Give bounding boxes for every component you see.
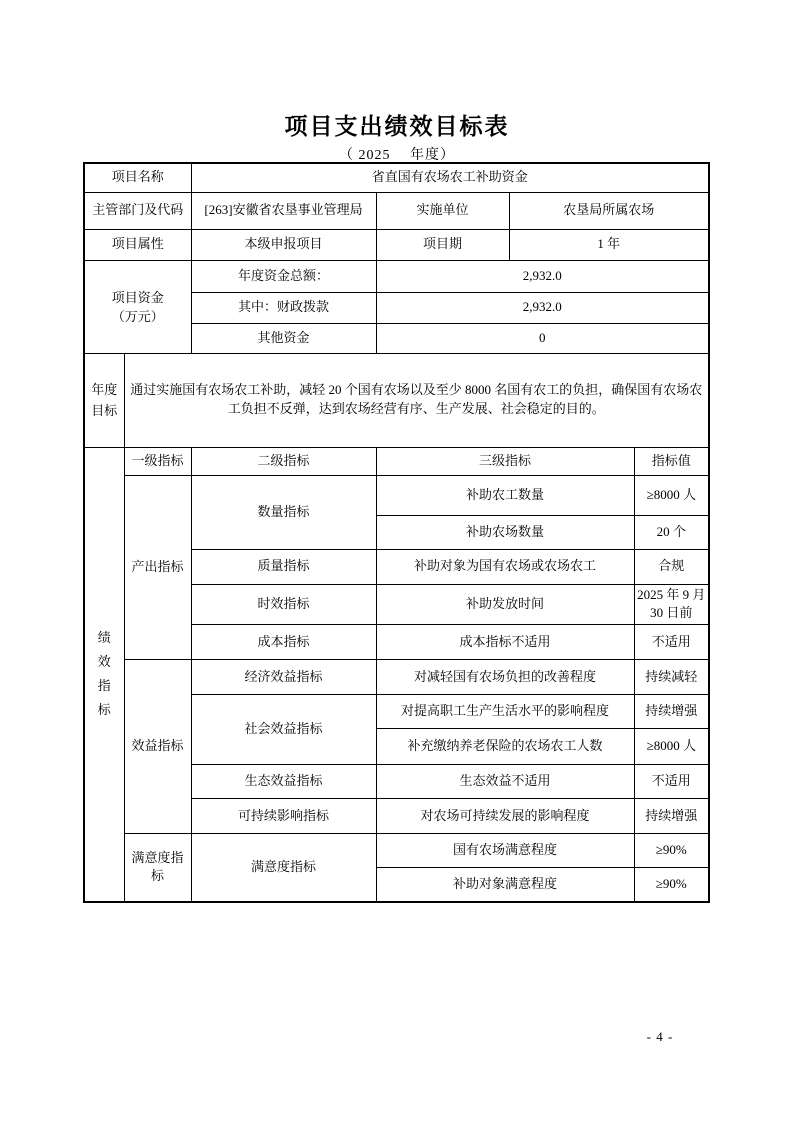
level2-sustainable: 可持续影响指标 [191, 799, 376, 834]
indicator-value: 持续增强 [634, 799, 709, 834]
period-value: 1 年 [509, 229, 709, 260]
table-row [84, 834, 709, 868]
level1-satisfaction: 满意度指标 [124, 834, 191, 902]
funding-fiscal-value: 2,932.0 [376, 292, 709, 323]
level2-quality: 质量指标 [191, 549, 376, 584]
level3-cell: 成本指标不适用 [376, 625, 634, 660]
level3-cell: 对减轻国有农场负担的改善程度 [376, 660, 634, 695]
indicators-side-label: 绩效指标 [84, 447, 124, 902]
level1-benefit: 效益指标 [124, 660, 191, 834]
level1-output: 产出指标 [124, 475, 191, 660]
page-number: - 4 - [646, 1029, 674, 1044]
level2-economic: 经济效益指标 [191, 660, 376, 695]
indicator-value: 合规 [634, 549, 709, 584]
indicator-value: ≥8000 人 [634, 729, 709, 765]
page-subtitle: （ 2025 年度） [339, 148, 455, 163]
level3-cell: 对提高职工生产生活水平的影响程度 [376, 695, 634, 729]
project-name-label: 项目名称 [84, 163, 191, 192]
table-row [84, 660, 709, 695]
level3-cell: 补助对象为国有农场或农场农工 [376, 549, 634, 584]
level3-cell: 补助对象满意程度 [376, 868, 634, 902]
annual-goal-label: 年度目标 [84, 353, 124, 447]
funding-total-value: 2,932.0 [376, 260, 709, 292]
indicator-value: ≥90% [634, 868, 709, 902]
funding-total-label: 年度资金总额： [191, 260, 376, 292]
level2-cost: 成本指标 [191, 625, 376, 660]
level3-cell: 补助农场数量 [376, 515, 634, 549]
period-label: 项目期 [376, 229, 509, 260]
indicator-value: 2025 年 9 月 30 日前 [634, 584, 709, 625]
header-level3: 三级指标 [376, 447, 634, 475]
funding-label-line2: （万元） [111, 308, 164, 324]
table-row [84, 192, 709, 229]
level3-cell: 补助发放时间 [376, 584, 634, 625]
level2-satisfaction: 满意度指标 [191, 834, 376, 902]
table-row [84, 260, 709, 292]
header-level2: 二级指标 [191, 447, 376, 475]
level2-social: 社会效益指标 [191, 695, 376, 765]
impl-label: 实施单位 [376, 192, 509, 229]
page-title: 项目支出绩效目标表 [284, 114, 510, 139]
level2-timeliness: 时效指标 [191, 584, 376, 625]
indicator-value: 不适用 [634, 765, 709, 799]
header-value: 指标值 [634, 447, 709, 475]
level3-cell: 补充缴纳养老保险的农场农工人数 [376, 729, 634, 765]
table-row [84, 475, 709, 515]
table-row [84, 353, 709, 447]
dept-label: 主管部门及代码 [84, 192, 191, 229]
performance-target-table [83, 162, 710, 903]
indicator-value: 持续减轻 [634, 660, 709, 695]
level3-cell: 生态效益不适用 [376, 765, 634, 799]
attr-label: 项目属性 [84, 229, 191, 260]
funding-label [84, 260, 191, 353]
funding-other-value: 0 [376, 323, 709, 353]
indicator-value: 20 个 [634, 515, 709, 549]
annual-goal-text: 通过实施国有农场农工补助，减轻 20 个国有农场以及至少 8000 名国有农工的负担，确保国有农场农工负担不反弹，达到农场经营有序、生产发展、社会稳定的目的。 [124, 353, 709, 447]
table-row [84, 447, 709, 475]
indicator-value: 持续增强 [634, 695, 709, 729]
table-row [84, 229, 709, 260]
impl-value: 农垦局所属农场 [509, 192, 709, 229]
header-level1: 一级指标 [124, 447, 191, 475]
attr-value: 本级申报项目 [191, 229, 376, 260]
level3-cell: 对农场可持续发展的影响程度 [376, 799, 634, 834]
funding-other-label: 其他资金 [191, 323, 376, 353]
project-name-value: 省直国有农场农工补助资金 [191, 163, 709, 192]
funding-fiscal-label: 其中：财政拨款 [191, 292, 376, 323]
funding-label-line1: 项目资金 [111, 289, 164, 305]
dept-value: [263]安徽省农垦事业管理局 [191, 192, 376, 229]
level2-quantity: 数量指标 [191, 475, 376, 549]
indicator-value: 不适用 [634, 625, 709, 660]
level3-cell: 补助农工数量 [376, 475, 634, 515]
indicator-value: ≥8000 人 [634, 475, 709, 515]
level2-ecological: 生态效益指标 [191, 765, 376, 799]
table-row [84, 163, 709, 192]
level3-cell: 国有农场满意程度 [376, 834, 634, 868]
indicator-value: ≥90% [634, 834, 709, 868]
